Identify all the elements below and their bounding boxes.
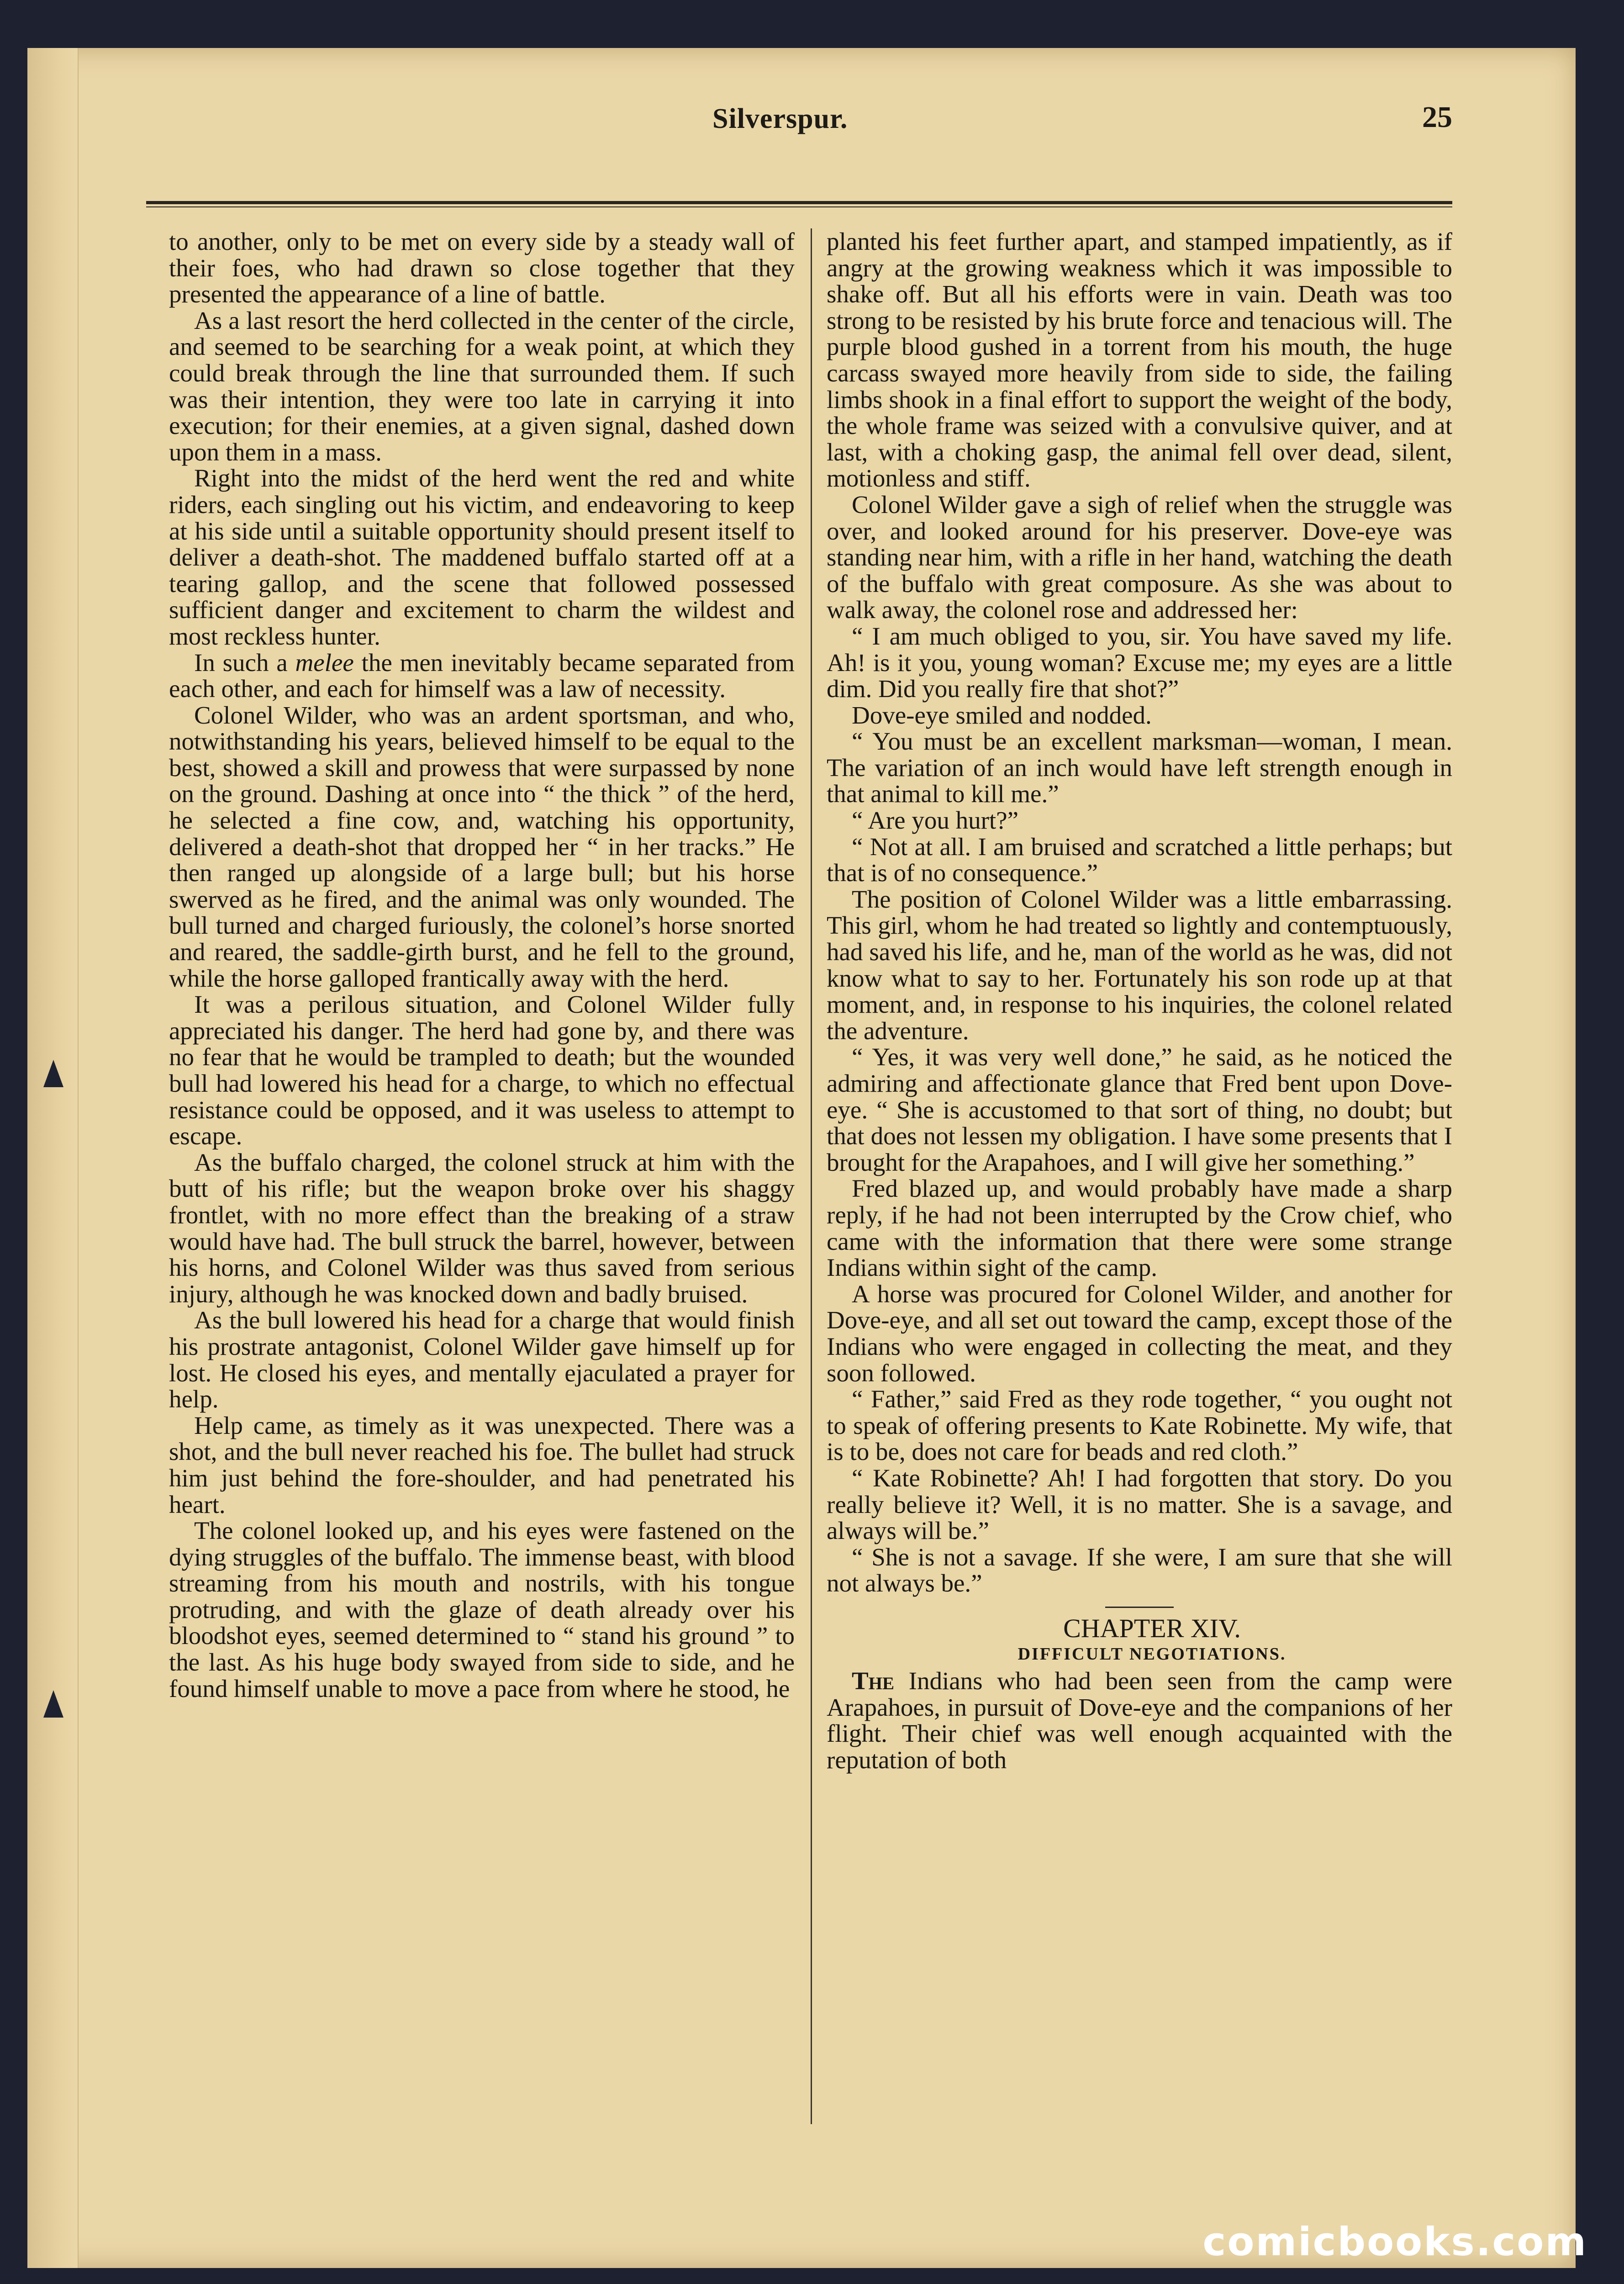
right-column-paragraphs (827, 228, 1452, 1597)
paragraph: Right into the midst of the herd went the red and white riders, each singling out his victim, and endeavoring to keep at his side until a suitable opportunity should present itself to deliver a death-shot. The maddened buffalo started off at a tearing gallop, and the scene that followed possessed sufficient danger and excitement to charm the wildest and most reckless hunter. (169, 464, 795, 650)
binding-hole (43, 1060, 63, 1087)
binding-hole (43, 1690, 63, 1718)
running-title: Silverspur. (712, 103, 848, 134)
chapter-rule (1105, 1607, 1174, 1608)
paragraph: The position of Colonel Wilder was a little embarrassing. This girl, whom he had treated so lightly and contemptuously, had saved his life, and he, man of the world as he was, did not know what to say to her. Fortunately his son rode up at that moment, and, in response to his inquiries, the colonel related the adventure. (827, 885, 1452, 1045)
paragraph: Fred blazed up, and would probably have made a sharp reply, if he had not been interrupted by the Crow chief, who came with the information that there were some strange Indians within sight of the camp. (827, 1174, 1452, 1282)
paragraph: As a last resort the herd collected in the center of the circle, and seemed to be searching for a weak point, at which they could break through the line that surrounded them. If such was their intention, they were too late in carrying it into execution; for their enemies, at a given signal, dashed down upon them in a mass. (169, 306, 795, 466)
watermark: comicbooks.com (1202, 2219, 1587, 2265)
left-text-column (169, 228, 795, 2124)
paragraph-text: the men inevitably became separated from each other, and each for himself was a law of necessity. (169, 648, 795, 703)
paragraph: “ Kate Robinette? Ah! I had forgotten that story. Do you really believe it? Well, it is no matter. She is a savage, and always will be.” (827, 1464, 1452, 1545)
paragraph: As the buffalo charged, the colonel struck at him with the butt of his rifle; but the weapon broke over his shaggy frontlet, with no more effect than the breaking of a straw would have had. The bull struck the barrel, however, between his horns, and Colonel Wilder was thus saved from serious injury, although he was knocked down and badly bruised. (169, 1148, 795, 1308)
page-number: 25 (1422, 100, 1452, 134)
header-rule-thin (146, 206, 1452, 207)
paragraph: “ I am much obliged to you, sir. You have saved my life. Ah! is it you, young woman? Excuse me; my eyes are a little dim. Did you really fire that shot?” (827, 622, 1452, 703)
paragraph: planted his feet further apart, and stamped impatiently, as if angry at the growing weakness which it was impossible to shake off. But all his efforts were in vain. Death was too strong to be resisted by his brute force and tenacious will. The purple blood gushed in a torrent from his mouth, the huge carcass swayed more heavily from side to side, the failing limbs shook in a final effort to support the weight of the body, the whole frame was seized with a convulsive quiver, and at last, with a choking gasp, the animal fell over dead, silent, motionless and stiff. (827, 228, 1452, 492)
paragraph: “ She is not a savage. If she were, I am sure that she will not always be.” (827, 1543, 1452, 1597)
paragraph: It was a perilous situation, and Colonel Wilder fully appreciated his danger. The herd had gone by, and there was no fear that he would be trampled to death; but the wounded bull had lowered his head for a charge, to which no effectual resistance could be opposed, and it was useless to attempt to escape. (169, 990, 795, 1150)
header-rule (146, 201, 1452, 204)
paragraph-text: In such a (194, 648, 295, 677)
paragraph: As the bull lowered his head for a charge that would finish his prostrate antagonist, Colonel Wilder gave himself up for lost. He closed his eyes, and mentally ejaculated a prayer for help. (169, 1306, 795, 1413)
right-text-column (827, 228, 1452, 2124)
paragraph: to another, only to be met on every side by a steady wall of their foes, who had drawn so close together that they presented the appearance of a line of battle. (169, 228, 795, 308)
paragraph: “ Yes, it was very well done,” he said, as he noticed the admiring and affectionate glance that Fred bent upon Dove-eye. “ She is accustomed to that sort of thing, no doubt; but that does not lessen my obligation. I have some presents that I brought for the Arapahoes, and I will give her something.” (827, 1043, 1452, 1176)
paragraph: Dove-eye smiled and nodded. (852, 701, 1152, 729)
page-binding-edge (27, 48, 79, 2268)
paragraph: Colonel Wilder gave a sigh of relief when the struggle was over, and looked around for his preserver. Dove-eye was standing near him, with a rifle in her hand, watching the death of the buffalo with great composure. As she was about to walk away, the colonel rose and addressed her: (827, 490, 1452, 624)
paragraph: Colonel Wilder, who was an ardent sportsman, and who, notwithstanding his years, believed himself to be equal to the best, showed a skill and prowess that were surpassed by none on the ground. Dashing at once into “ the thick ” of the herd, he selected a fine cow, and, watching his opportunity, delivered a death-shot that dropped her “ in her tracks.” He then ranged up alongside of a large bull; but his horse swerved as he fired, and the animal was only wounded. The bull turned and charged furiously, the colonel’s horse snorted and reared, the saddle-girth burst, and he fell to the ground, while the horse galloped frantically away with the herd. (169, 701, 795, 992)
chapter-opening-paragraph (827, 1668, 1452, 1773)
page-header (146, 94, 1452, 148)
chapter-opening-word: The (852, 1667, 895, 1695)
paragraph: Help came, as timely as it was unexpected. There was a shot, and the bull never reached his foe. The bullet had struck him just behind the fore-shoulder, and had penetrated his heart. (169, 1411, 795, 1518)
paragraph (169, 650, 795, 702)
paragraph: The colonel looked up, and his eyes were fastened on the dying struggles of the buffalo. The immense beast, with blood streaming from his mouth and nostrils, with his tongue protruding, and with the glaze of death already over his bloodshot eyes, seemed determined to “ stand his ground ” to the last. As his huge body swayed from side to side, and he found himself unable to move a pace from where he stood, he (169, 1517, 795, 1702)
paragraph: “ Are you hurt?” (852, 806, 1018, 835)
column-divider (811, 228, 812, 2124)
chapter-subtitle: DIFFICULT NEGOTIATIONS. (1018, 1644, 1287, 1664)
paragraph: “ Not at all. I am bruised and scratched a little perhaps; but that is of no consequence.” (827, 832, 1452, 887)
italic-word: melee (295, 648, 354, 677)
chapter-opening-text: Indians who had been seen from the camp were Arapahoes, in pursuit of Dove-eye and the companions of her flight. Their chief was well enough acquainted with the reputation of both (827, 1667, 1452, 1774)
paragraph: A horse was procured for Colonel Wilder, and another for Dove-eye, and all set out toward the camp, except those of the Indians who were engaged in collecting the meat, and they soon followed. (827, 1279, 1452, 1387)
chapter-title: CHAPTER XIV. (1063, 1613, 1241, 1643)
paragraph: “ You must be an excellent marksman—woman, I mean. The variation of an inch would have left strength enough in that animal to kill me.” (827, 727, 1452, 808)
paragraph: “ Father,” said Fred as they rode together, “ you ought not to speak of offering presents to Kate Robinette. My wife, that is to be, does not care for beads and red cloth.” (827, 1385, 1452, 1466)
